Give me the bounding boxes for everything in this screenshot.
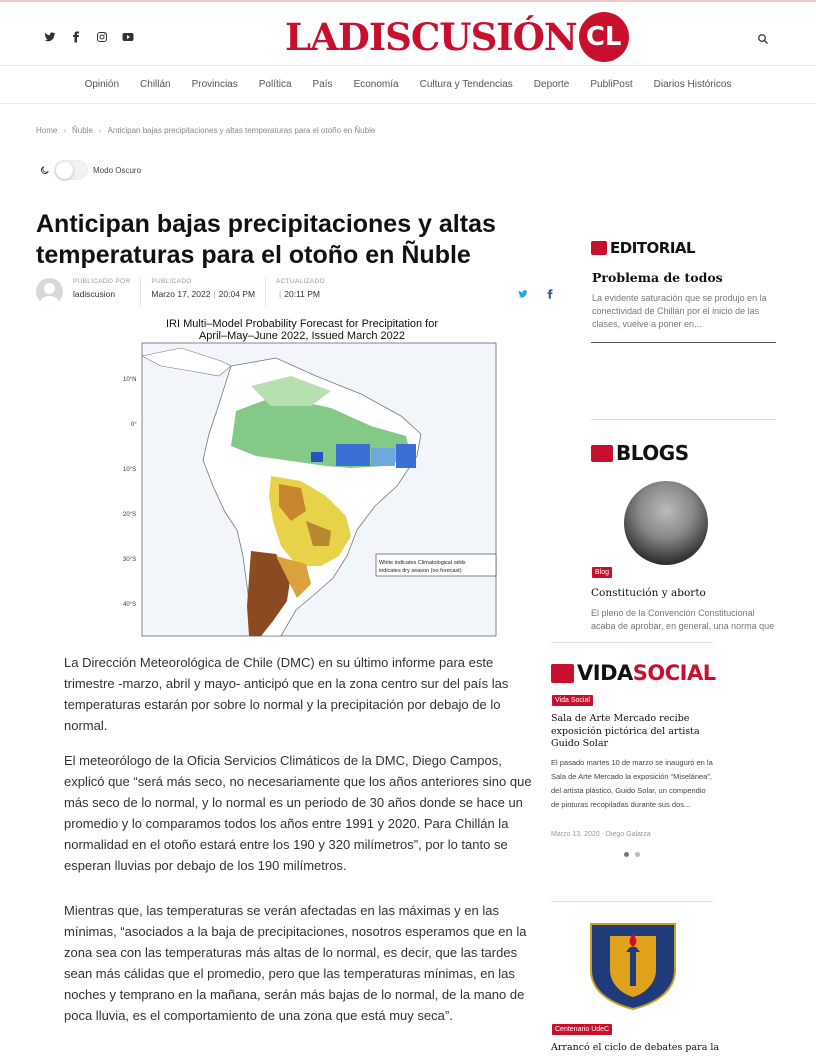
- editorial-title[interactable]: Problema de todos: [592, 270, 723, 285]
- published-time: 20:04 PM: [218, 289, 256, 299]
- nav-item-economia[interactable]: Economía: [353, 79, 399, 90]
- logo-wordmark: DISCUSIÓN: [337, 15, 577, 59]
- nav-item-politica[interactable]: Política: [258, 79, 292, 90]
- udec-post-title[interactable]: Arrancó el ciclo de debates para la: [551, 1042, 720, 1053]
- published-meta: [151, 278, 266, 306]
- nav-item-provincias[interactable]: Provincias: [191, 79, 238, 90]
- lat-label: 30°S: [123, 557, 137, 563]
- site-header: [0, 2, 816, 66]
- updated-time: 20:11 PM: [284, 289, 321, 299]
- editorial-excerpt: La evidente saturación que se produjo en la conectividad de Chillán por el inicio de las clases, vuelve a poner en...: [592, 293, 767, 329]
- vidasocial-heading[interactable]: [551, 661, 716, 685]
- article-paragraph-2: El meteorólogo de la Oficia Servicios Climáticos de la DMC, Diego Campos, explicó que “será más seco, no necesariamente que los años anteriores sino que más seco de lo normal, y lo normal es un periodo de 30 años donde se hace un promedio y lo comparamos todos los años entre 1991 y 2020. Para Chillán la normalidad en el otoño estará entre los 190 y 320 milímetros”, por lo tanto se esperan lluvias por debajo de los 190 milímetros.: [64, 753, 532, 873]
- article-meta: [36, 278, 345, 308]
- pen-icon: [591, 241, 607, 255]
- dark-mode-toggle[interactable]: [54, 160, 88, 180]
- share-facebook-icon[interactable]: [545, 286, 555, 296]
- vidasocial-post-meta: Marzo 13, 2020 · Diego Galarza: [551, 831, 651, 838]
- dark-mode-switch[interactable]: [40, 160, 141, 180]
- vidasocial-post-date: Marzo 13, 2020: [551, 831, 600, 838]
- toggle-knob: [56, 162, 73, 179]
- nav-item-diarios-historicos[interactable]: Diarios Históricos: [653, 79, 732, 90]
- vidasocial-post-title[interactable]: Sala de Arte Mercado recibe exposición pictórica del artista Guido Solar: [551, 713, 700, 749]
- udec-shield-logo[interactable]: [588, 922, 678, 1010]
- breadcrumb-current: Anticipan bajas precipitaciones y altas temperaturas para el otoño en Ñuble: [107, 126, 376, 135]
- lat-label: 0°: [131, 422, 137, 428]
- people-icon: [551, 664, 574, 683]
- published-label: PUBLICADO: [151, 278, 192, 285]
- article-paragraph-1: La Dirección Meteorológica de Chile (DMC) en su último informe para este trimestre -marzo, abril y mayo- anticipó que en la zona centro sur del país las temperaturas estarán por sobre lo normal y la precipitación por debajo de lo normal.: [64, 655, 509, 733]
- nav-item-publipost[interactable]: PubliPost: [590, 79, 633, 90]
- blog-tag[interactable]: Blog: [592, 567, 612, 578]
- lat-label: 40°S: [123, 602, 137, 608]
- map-legend-line-2: indicates dry season (no forecast): [379, 568, 462, 574]
- chevron-right-icon: ›: [63, 126, 67, 135]
- carousel-dot[interactable]: [635, 852, 640, 857]
- social-links: [44, 30, 134, 42]
- moon-icon: [40, 165, 50, 175]
- blog-post-excerpt: El pleno de la Convención Constitucional acaba de aprobar, en general, una norma que: [591, 608, 775, 631]
- twitter-icon[interactable]: [44, 30, 56, 42]
- article-paragraph-3: Mientras que, las temperaturas se verán afectadas en las máximas y en las mínimas, “asociados a la baja de precipitaciones, nosotros esperamos que en la zona sea con las temperaturas más altas de lo normal, es decir, que las tardes sean más cálidas que el promedio, pero que las temperaturas mínimas, en las noches y temprano en la mañana, serán más bajas de lo normal, de la mano de poca lluvia, es el comportamiento de una zona que está muy seca”.: [64, 903, 527, 1023]
- vidasocial-heading-a: VIDA: [577, 661, 633, 685]
- nav-item-chillan[interactable]: Chillán: [140, 79, 171, 90]
- carousel-dots[interactable]: [624, 852, 640, 857]
- search-icon[interactable]: [757, 32, 769, 44]
- chevron-right-icon: ›: [98, 126, 102, 135]
- blogger-avatar[interactable]: [624, 481, 708, 565]
- vidasocial-tag[interactable]: Vida Social: [552, 695, 593, 706]
- logo-la: LA: [285, 15, 338, 59]
- facebook-icon[interactable]: [70, 30, 82, 42]
- author-meta: [73, 278, 141, 306]
- chat-bubble-icon: [591, 445, 613, 462]
- blog-post-title[interactable]: Constitución y aborto: [591, 587, 706, 599]
- lat-label: 10°S: [123, 467, 137, 473]
- lat-label: 20°S: [123, 512, 137, 518]
- vidasocial-heading-b: SOCIAL: [632, 661, 716, 685]
- divider: [551, 901, 713, 902]
- vidasocial-post-excerpt: El pasado martes 10 de marzo se inauguró en la Sala de Arte Mercado la exposición “Miselánea”, del artista plástico, Guido Solar, un compendio de pinturas recopiladas durante sus dos...: [551, 758, 713, 809]
- site-logo[interactable]: [285, 12, 629, 62]
- udec-tag[interactable]: Centenario UdeC: [552, 1024, 612, 1035]
- main-nav: [0, 66, 816, 104]
- forecast-map-figure: [101, 316, 503, 637]
- forecast-map: [101, 316, 503, 637]
- breadcrumb: [36, 126, 375, 135]
- nav-item-cultura[interactable]: Cultura y Tendencias: [419, 79, 513, 90]
- lat-label: 10°N: [123, 377, 137, 383]
- dark-mode-label: Modo Oscuro: [93, 165, 142, 175]
- figure-title-line-2: April–May–June 2022, Issued March 2022: [198, 330, 406, 342]
- breadcrumb-home[interactable]: Home: [36, 126, 58, 135]
- nav-item-pais[interactable]: País: [312, 79, 333, 90]
- divider: [591, 419, 776, 420]
- instagram-icon[interactable]: [96, 30, 108, 42]
- nav-item-deporte[interactable]: Deporte: [533, 79, 570, 90]
- author-label: PUBLICADO POR: [73, 278, 131, 285]
- article-title: Anticipan bajas precipitaciones y altas temperaturas para el otoño en Ñuble: [36, 210, 496, 269]
- meta-divider: |: [213, 289, 216, 299]
- logo-badge: CL: [579, 12, 629, 62]
- divider: [551, 642, 713, 643]
- author-avatar[interactable]: [36, 278, 63, 305]
- nav-item-opinion[interactable]: Opinión: [84, 79, 120, 90]
- updated-label: ACTUALIZADO: [276, 278, 325, 285]
- editorial-heading[interactable]: EDITORIAL: [591, 239, 695, 257]
- map-legend-line-1: White indicates Climatological odds: [379, 560, 466, 566]
- vidasocial-post-author[interactable]: Diego Galarza: [605, 831, 651, 838]
- divider: [591, 342, 776, 343]
- published-date: Marzo 17, 2022: [151, 289, 211, 299]
- youtube-icon[interactable]: [122, 30, 134, 42]
- carousel-dot-active[interactable]: [624, 852, 629, 857]
- meta-divider: |: [279, 289, 282, 299]
- updated-meta: [276, 278, 335, 306]
- figure-title-line-1: IRI Multi–Model Probability Forecast for Precipitation for: [165, 318, 439, 330]
- breadcrumb-section[interactable]: Ñuble: [72, 126, 93, 135]
- share-twitter-icon[interactable]: [518, 286, 528, 296]
- blogs-heading[interactable]: BLOGS: [591, 441, 689, 465]
- author-name[interactable]: ladiscusion: [73, 289, 116, 299]
